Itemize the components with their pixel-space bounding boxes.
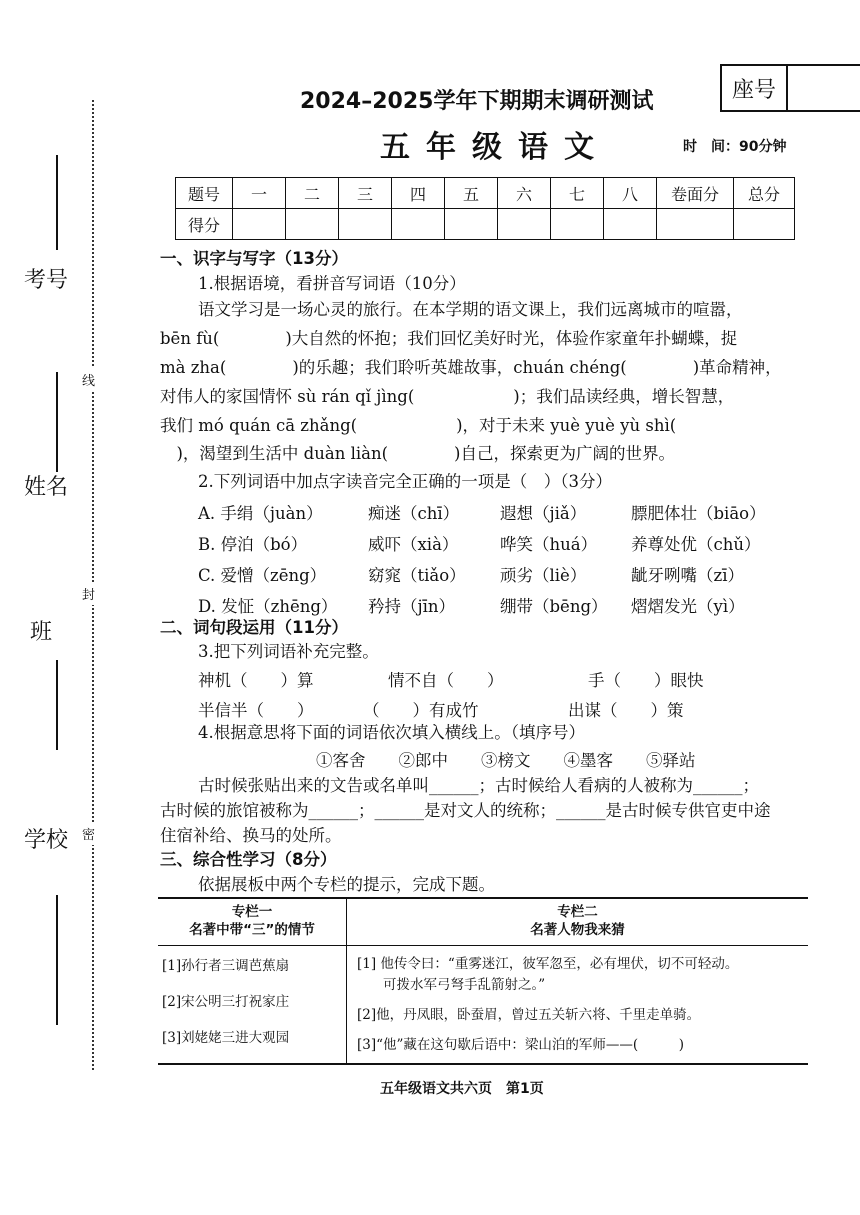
score-cell[interactable]	[734, 209, 795, 240]
q3-idiom: （ ）有成竹	[363, 701, 479, 720]
q2-option-word: 绷带（bēng）	[500, 597, 608, 616]
score-cell[interactable]	[286, 209, 339, 240]
exam-time: 时 间：90分钟	[683, 139, 787, 155]
q2-title: 2.下列词语中加点字读音完全正确的一项是（ ）（3分）	[198, 472, 612, 491]
q3-idiom: 半信半（ ）	[198, 701, 314, 720]
score-cell[interactable]	[392, 209, 445, 240]
board-col1-subtitle: 名著中带“三”的情节	[189, 922, 315, 939]
binding-char-seal: 封	[82, 582, 95, 605]
score-header-cell: 三	[339, 178, 392, 209]
q1-title: 1.根据语境，看拼音写词语（10分）	[198, 274, 466, 293]
score-table-score-row	[176, 209, 795, 240]
score-header-cell: 一	[233, 178, 286, 209]
school-label: 学校	[24, 828, 69, 853]
score-header-cell: 题号	[176, 178, 233, 209]
board-col2-title: 专栏二	[557, 904, 598, 920]
q1-line: )，渴望到生活中 duàn liàn( )自己，探索更为广阔的世界。	[160, 444, 675, 463]
q2-option-word: A. 手绢（juàn）	[198, 504, 323, 523]
q2-option-word: B. 停泊（bó）	[198, 535, 308, 554]
q2-option-word: 龇牙咧嘴（zī）	[631, 566, 744, 585]
section3-intro: 依据展板中两个专栏的提示，完成下题。	[198, 875, 495, 894]
q1-line: 对伟人的家国情怀 sù rán qǐ jìng( )；我们品读经典，增长智慧，	[160, 387, 735, 406]
q3-idiom: 神机（ ）算	[198, 671, 314, 690]
q2-option-word: 威吓（xià）	[368, 535, 459, 554]
score-header-cell: 二	[286, 178, 339, 209]
score-header-cell: 卷面分	[657, 178, 734, 209]
board-col1-header	[158, 898, 347, 946]
class-line	[56, 660, 58, 750]
q2-option-word: 熠熠发光（yì）	[631, 597, 745, 616]
section1-heading: 一、识字与写字（13分）	[160, 249, 348, 268]
q3-idiom: 出谋（ ）策	[568, 701, 684, 720]
board-col2-item3: [3]“他”藏在这句歇后语中：梁山泊的军师——( )	[357, 1037, 684, 1054]
q4-line: 住宿补给、换马的处所。	[160, 826, 342, 845]
seat-number-box	[720, 64, 860, 112]
q4-line: 古时候张贴出来的文告或名单叫______；古时候给人看病的人被称为______；	[198, 776, 759, 795]
q1-line: mà zha( )的乐趣；我们聆听英雄故事，chuán chéng( )革命精神，	[160, 358, 782, 377]
exam-no-line	[56, 155, 58, 250]
score-header-cell: 七	[551, 178, 604, 209]
score-row-label: 得分	[176, 209, 233, 240]
q1-line: bēn fù( )大自然的怀抱；我们回忆美好时光，体验作家童年扑蝴蝶，捉	[160, 329, 738, 348]
score-header-cell: 四	[392, 178, 445, 209]
score-header-cell: 总分	[734, 178, 795, 209]
board-col1-title: 专栏一	[231, 904, 273, 920]
q1-line: 我们 mó quán cā zhǎng( )，对于未来 yuè yuè yù shì(	[160, 416, 677, 435]
name-line	[56, 372, 58, 472]
q2-option-word: C. 爱憎（zēng）	[198, 566, 327, 585]
board-col2-item2: [2]他，丹凤眼，卧蚕眉，曾过五关斩六将、千里走单骑。	[357, 1006, 701, 1023]
q2-option-word: 哗笑（huá）	[500, 535, 598, 554]
board-col1-item: [3]刘姥姥三进大观园	[162, 1029, 290, 1046]
board-col2-item1-line1: [1] 他传令曰：“重雾迷江，彼军忽至，必有埋伏，切不可轻动。	[357, 956, 739, 973]
seat-label: 座号	[722, 66, 788, 110]
score-cell[interactable]	[445, 209, 498, 240]
q2-option-word: 痴迷（chī）	[368, 504, 460, 523]
score-header-cell: 八	[604, 178, 657, 209]
class-label: 班	[30, 620, 53, 645]
q2-option-word: 窈窕（tiǎo）	[368, 566, 466, 585]
q3-title: 3.把下列词语补充完整。	[198, 642, 379, 661]
page-footer: 五年级语文共六页 第1页	[380, 1081, 544, 1097]
score-cell[interactable]	[233, 209, 286, 240]
board-col2-body	[347, 946, 809, 1065]
name-label: 姓名	[24, 475, 69, 500]
q2-option-word: 膘肥体壮（biāo）	[631, 504, 766, 523]
score-table-header-row	[176, 178, 795, 209]
q2-option-word: 顽劣（liè）	[500, 566, 587, 585]
section2-heading: 二、词句段运用（11分）	[160, 618, 348, 637]
q4-choices: ①客舍 ②郎中 ③榜文 ④墨客 ⑤驿站	[316, 751, 696, 770]
board-col2-item1-line2: 可拨水军弓弩手乱箭射之。”	[383, 976, 546, 993]
score-cell[interactable]	[551, 209, 604, 240]
score-cell[interactable]	[339, 209, 392, 240]
q3-idiom: 手（ ）眼快	[588, 671, 704, 690]
score-header-cell: 六	[498, 178, 551, 209]
q2-option-word: 遐想（jiǎ）	[500, 504, 587, 523]
score-header-cell: 五	[445, 178, 498, 209]
q3-idiom: 情不自（ ）	[388, 671, 504, 690]
exam-no-label: 考号	[24, 268, 69, 293]
board-body-row	[158, 946, 808, 1065]
binding-char-secret: 密	[82, 822, 95, 845]
board-col1-body	[158, 946, 347, 1065]
score-cell[interactable]	[657, 209, 734, 240]
q2-option-word: 养尊处优（chǔ）	[631, 535, 761, 554]
binding-char-line: 线	[82, 368, 95, 391]
score-table	[175, 177, 795, 240]
board-col2-subtitle: 名著人物我来猜	[530, 922, 625, 939]
board-col1-item: [2]宋公明三打祝家庄	[162, 993, 290, 1010]
score-cell[interactable]	[498, 209, 551, 240]
subject-title: 五年级语文	[380, 130, 610, 165]
board-col1-item: [1]孙行者三调芭蕉扇	[162, 958, 290, 975]
board-header-row	[158, 898, 808, 946]
exam-title: 2024–2025学年下期期末调研测试	[300, 89, 654, 114]
section3-heading: 三、综合性学习（8分）	[160, 850, 337, 869]
board-col2-header	[347, 898, 809, 946]
q2-option-word: 矜持（jīn）	[368, 597, 456, 616]
q2-option-word: D. 发怔（zhēng）	[198, 597, 338, 616]
display-board	[158, 897, 808, 1065]
score-cell[interactable]	[604, 209, 657, 240]
school-line	[56, 895, 58, 1025]
q4-line: 古时候的旅馆被称为______；______是对文人的统称；______是古时候专供官吏中途	[160, 801, 771, 820]
q4-title: 4.根据意思将下面的词语依次填入横线上。（填序号）	[198, 723, 585, 742]
q1-line: 语文学习是一场心灵的旅行。在本学期的语文课上，我们远离城市的喧嚣，	[198, 300, 743, 319]
